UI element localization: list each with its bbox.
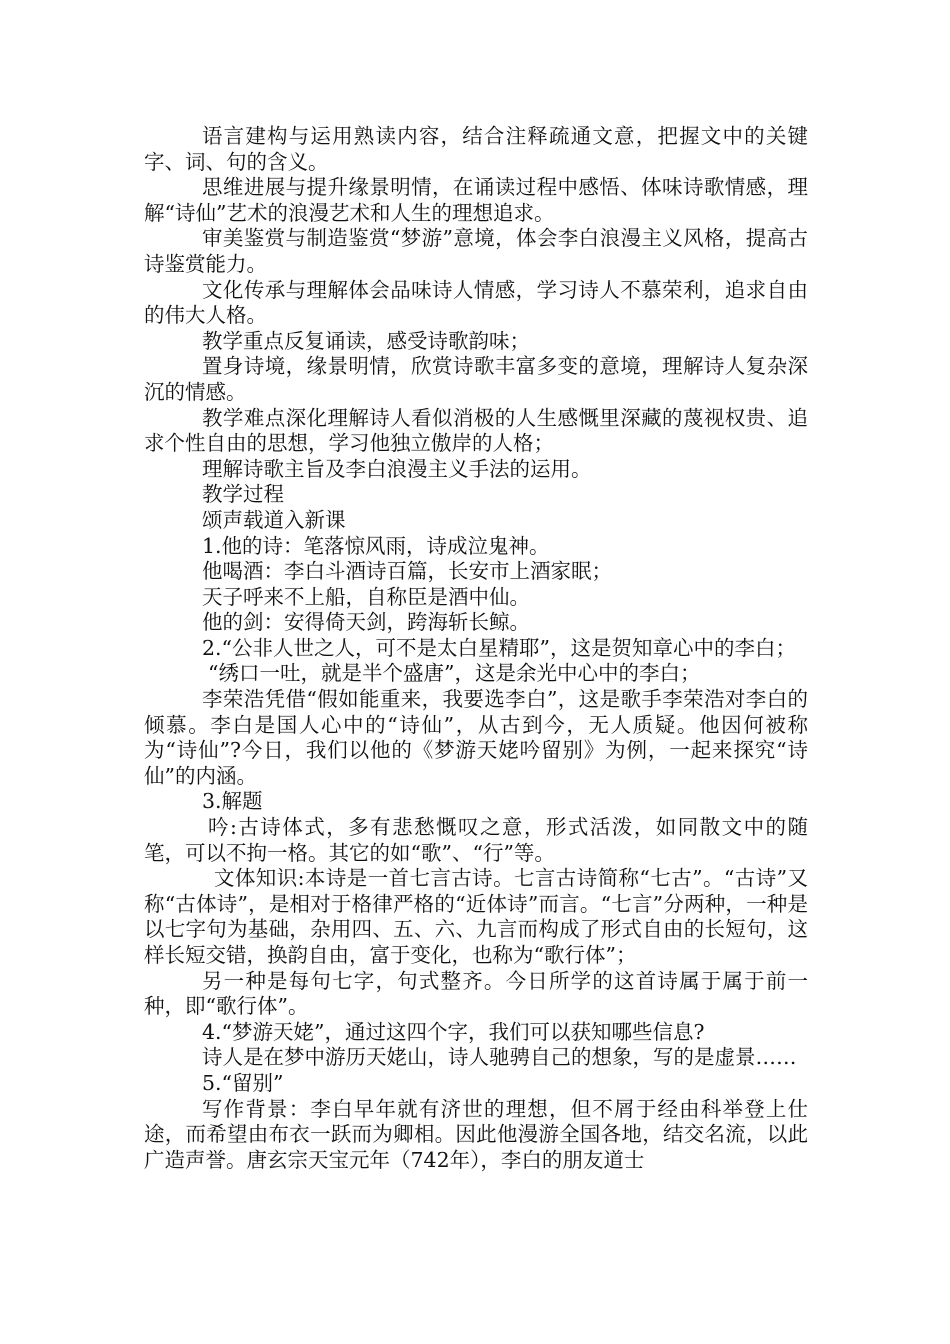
paragraph: 1.他的诗：笔落惊风雨，诗成泣鬼神。 [202, 533, 550, 558]
paragraph: 吟:古诗体式，多有悲愁慨叹之意，形式活泼，如同散文中的随笔，可以不拘一格。其它的如“歌”、“行”等。 [144, 815, 808, 865]
paragraph: 他喝酒：李白斗酒诗百篇，长安市上酒家眠； [202, 559, 612, 584]
paragraph: 他的剑：安得倚天剑，跨海斩长鲸。 [202, 610, 530, 635]
paragraph: 语言建构与运用熟读内容，结合注释疏通文意，把握文中的关键字、词、句的含义。 [144, 124, 808, 174]
paragraph: 审美鉴赏与制造鉴赏“梦游”意境，体会李白浪漫主义风格，提高古诗鉴赏能力。 [144, 226, 808, 276]
paragraph: 诗人是在梦中游历天姥山，诗人驰骋自己的想象，写的是虚景…… [202, 1045, 797, 1070]
paragraph: 李荣浩凭借“假如能重来，我要选李白”，这是歌手李荣浩对李白的倾慕。李白是国人心中的“诗仙”，从古到今，无人质疑。他因何被称为“诗仙”?今日，我们以他的《梦游天姥吟留别》为例，一起来探究“诗仙”的内涵。 [144, 687, 808, 788]
paragraph: 4.“梦游天姥”，通过这四个字，我们可以获知哪些信息? [202, 1019, 705, 1044]
paragraph: 文体知识:本诗是一首七言古诗。七言古诗简称“七古”。“古诗”又称“古体诗”，是相对于格律严格的“近体诗”而言。“七言”分两种，一种是以七字句为基础，杂用四、五、六、九言而构成了形式自由的长短句，这样长短交错，换韵自由，富于变化，也称为“歌行体”； [144, 866, 808, 967]
paragraph: 教学难点深化理解诗人看似消极的人生感慨里深藏的蔑视权贵、追求个性自由的思想，学习他独立傲岸的人格； [144, 405, 808, 456]
paragraph: 另一种是每句七字，句式整齐。今日所学的这首诗属于属于前一种，即“歌行体”。 [144, 968, 808, 1019]
paragraph: 置身诗境，缘景明情，欣赏诗歌丰富多变的意境，理解诗人复杂深沉的情感。 [144, 354, 808, 404]
document-body [144, 124, 808, 1173]
paragraph: “绣口一吐，就是半个盛唐”，这是余光中心中的李白； [208, 661, 701, 686]
paragraph: 2.“公非人世之人，可不是太白星精耶”，这是贺知章心中的李白； [202, 635, 797, 660]
paragraph: 颂声载道入新课 [202, 507, 346, 532]
paragraph: 5.“留别” [202, 1070, 284, 1095]
paragraph: 理解诗歌主旨及李白浪漫主义手法的运用。 [202, 456, 592, 481]
paragraph: 思维进展与提升缘景明情，在诵读过程中感悟、体味诗歌情感，理解“诗仙”艺术的浪漫艺术和人生的理想追求。 [144, 175, 808, 225]
paragraph: 教学重点反复诵读，感受诗歌韵味； [202, 328, 530, 353]
paragraph: 教学过程 [202, 482, 284, 507]
paragraph: 文化传承与理解体会品味诗人情感，学习诗人不慕荣利，追求自由的伟大人格。 [144, 277, 808, 328]
paragraph: 3.解题 [202, 789, 263, 814]
paragraph: 写作背景：李白早年就有济世的理想，但不屑于经由科举登上仕途，而希望由布衣一跃而为卿相。因此他漫游全国各地，结交名流，以此广造声誉。唐玄宗天宝元年（742年），李白的朋友道士 [144, 1096, 808, 1172]
paragraph: 天子呼来不上船，自称臣是酒中仙。 [202, 584, 530, 609]
